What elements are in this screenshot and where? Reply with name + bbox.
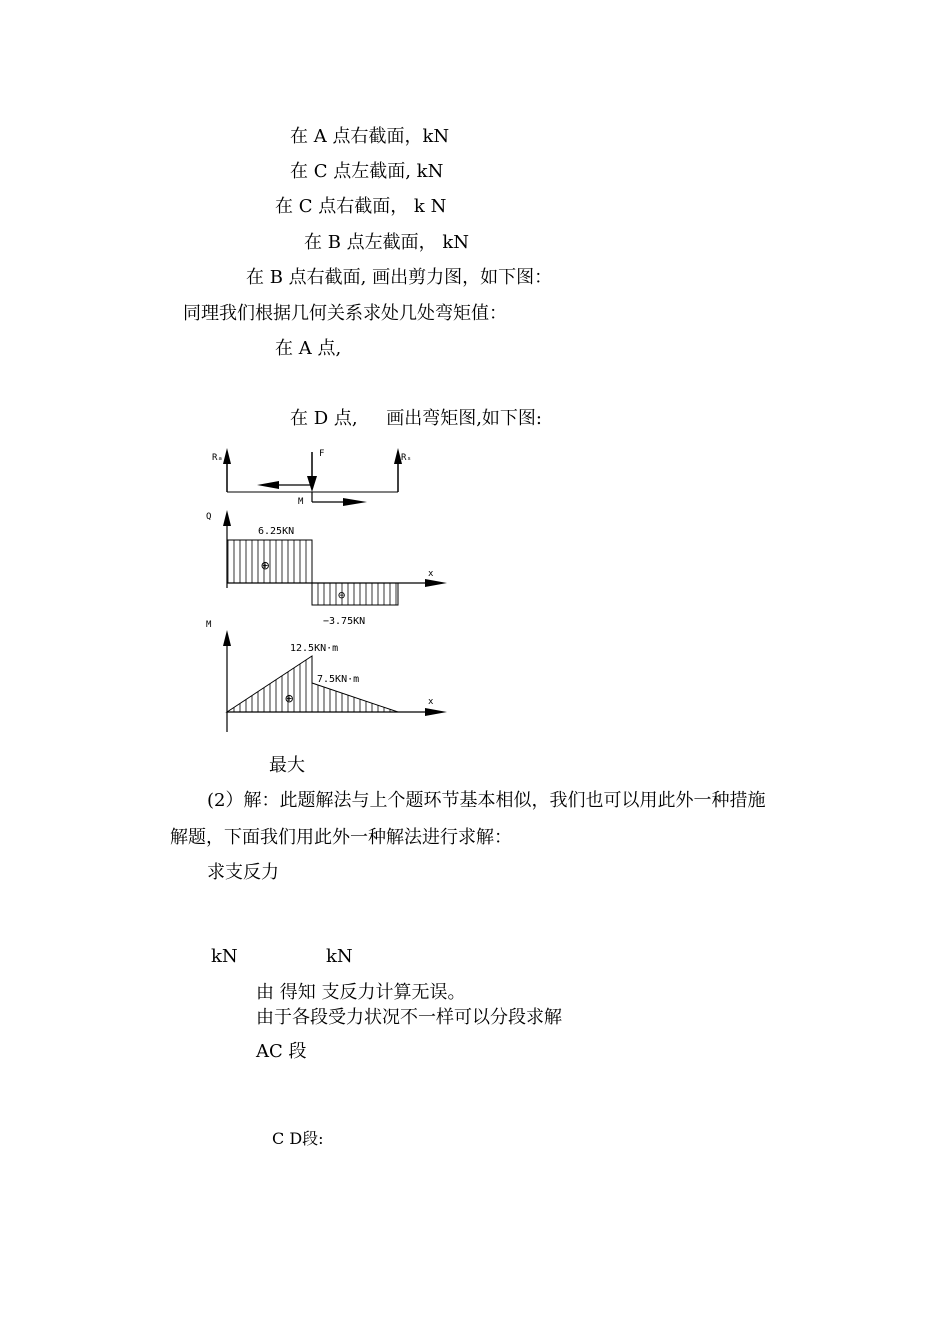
moment-right-arrow (343, 498, 367, 506)
moment-area (227, 656, 398, 712)
shear-axis-label: Q (206, 512, 212, 522)
moment-left-arrow (257, 481, 279, 489)
shear-diagram (206, 510, 447, 627)
shear-neg-value: −3.75KN (323, 616, 366, 627)
moment-axis-arrow (223, 630, 231, 646)
line-a-point: 在 A 点, (275, 338, 342, 359)
beam-diagram-figure (195, 440, 465, 740)
line-segments: 由于各段受力状况不一样可以分段求解 (256, 1007, 562, 1028)
line-kn-2: kN (326, 946, 353, 967)
moment-sign: ⊕ (285, 691, 294, 707)
line-part2-intro: (2）解：此题解法与上个题环节基本相似，我们也可以用此外一种措施 (207, 790, 766, 811)
shear-axis-arrow (223, 510, 231, 526)
label-ra: Rₐ (212, 453, 223, 463)
moment-axis-label: M (206, 620, 212, 630)
force-f-arrow (307, 476, 317, 492)
line-check: 由 得知 支反力计算无误。 (256, 982, 466, 1003)
moment-drop-value: 7.5KN·m (317, 674, 360, 685)
label-f: F (319, 449, 325, 459)
moment-peak-value: 12.5KN·m (290, 643, 339, 654)
beam-sketch (212, 448, 412, 507)
moment-diagram (206, 620, 447, 732)
moment-x-arrow (425, 708, 447, 716)
line-b-left: 在 B 点左截面， kN (304, 232, 470, 253)
shear-neg-sign: ⊖ (338, 588, 346, 602)
line-cd-segment: C D段: (272, 1129, 324, 1148)
shear-positive-block (227, 540, 312, 583)
line-part2-cont: 解题，下面我们用此外一种解法进行求解： (170, 827, 512, 848)
shear-pos-value: 6.25KN (258, 526, 295, 537)
label-m-beam: M (298, 497, 304, 507)
line-moment-intro: 同理我们根据几何关系求处几处弯矩值： (183, 303, 507, 324)
shear-pos-sign: ⊕ (261, 558, 270, 574)
line-max: 最大 (269, 755, 305, 776)
shear-x-label: x (428, 569, 434, 579)
line-kn-1: kN (211, 946, 238, 967)
label-rb: Rₛ (401, 453, 412, 463)
shear-x-arrow (425, 579, 447, 587)
shear-negative-block (312, 583, 398, 605)
line-d-point: 在 D 点, 画出弯矩图,如下图: (290, 408, 542, 429)
line-a-right: 在 A 点右截面，kN (290, 126, 450, 147)
line-c-right: 在 C 点右截面， k N (275, 196, 447, 217)
line-c-left: 在 C 点左截面, kN (290, 161, 444, 182)
line-support-reactions: 求支反力 (207, 862, 279, 883)
moment-x-label: x (428, 697, 434, 707)
line-b-right: 在 B 点右截面, 画出剪力图，如下图： (246, 267, 553, 288)
reaction-a-arrow (223, 448, 231, 464)
line-ac-segment: AC 段 (256, 1041, 307, 1062)
